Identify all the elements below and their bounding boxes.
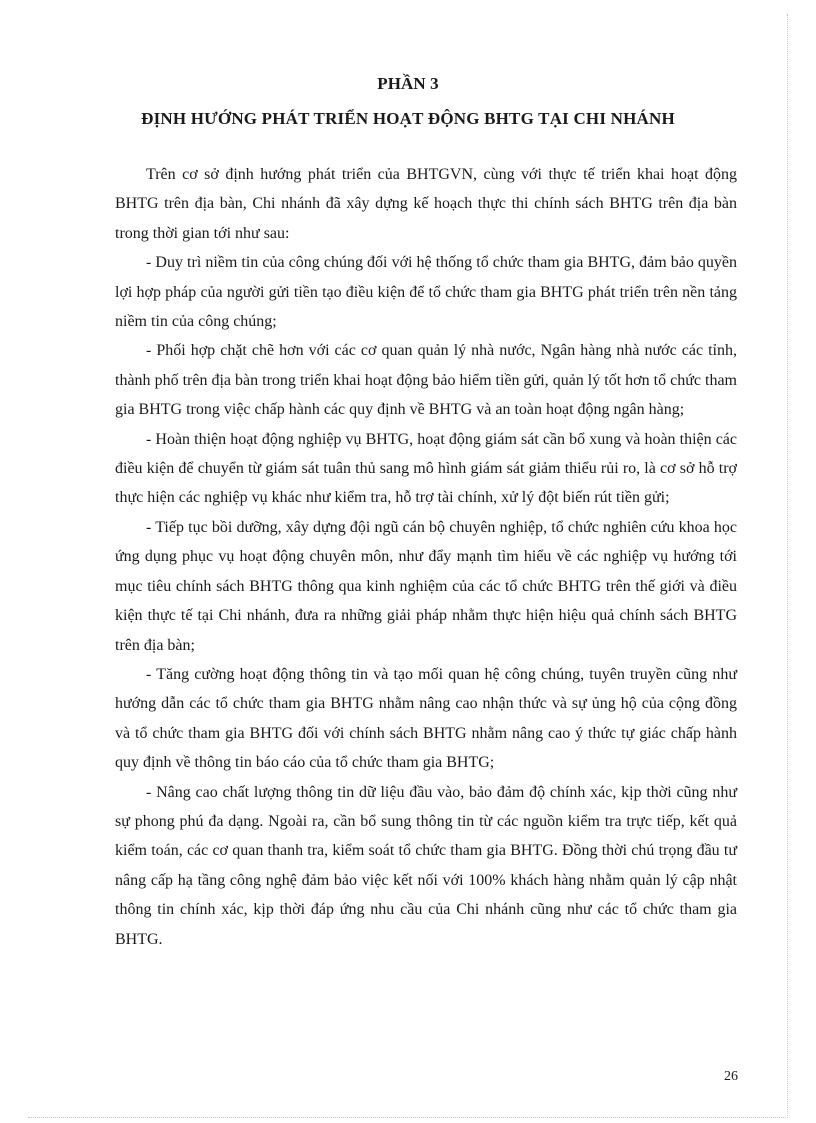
paragraph-intro: Trên cơ sở định hướng phát triển của BHTGVN, cùng với thực tế triển khai hoạt động BHTG trên địa bàn, Chi nhánh đã xây dựng kế hoạch thực thi chính sách BHTG trên địa bàn trong thời gian tới như sau: [115, 166, 737, 242]
section-title: ĐỊNH HƯỚNG PHÁT TRIỂN HOẠT ĐỘNG BHTG TẠI CHI NHÁNH [141, 109, 675, 128]
page-number: 26 [724, 1069, 738, 1084]
paragraph-bullet-5: - Tăng cường hoạt động thông tin và tạo mối quan hệ công chúng, tuyên truyền cũng như hướng dẫn các tổ chức tham gia BHTG nhằm nâng cao nhận thức và sự ủng hộ của cộng đồng và tổ chức tham gia BHTG đối với chính sách BHTG nhằm nâng cao ý thức tự giác chấp hành quy định về thông tin báo cáo của tổ chức tham gia BHTG; [115, 665, 737, 772]
paragraph-bullet-3: - Hoàn thiện hoạt động nghiệp vụ BHTG, hoạt động giám sát cần bổ xung và hoàn thiện các điều kiện để chuyển từ giám sát tuân thủ sang mô hình giám sát giảm thiểu rủi ro, là cơ sở hỗ trợ thực hiện các nghiệp vụ khác như kiểm tra, hỗ trợ tài chính, xử lý đột biến rút tiền gửi; [115, 430, 737, 507]
paragraph-bullet-6: - Nâng cao chất lượng thông tin dữ liệu đầu vào, bảo đảm độ chính xác, kịp thời cũng như sự phong phú đa dạng. Ngoài ra, cần bổ sung thông tin từ các nguồn kiểm tra trực tiếp, kết quả kiểm toán, các cơ quan thanh tra, kiểm soát tổ chức tham gia BHTG. Đồng thời chú trọng đầu tư nâng cấp hạ tầng công nghệ đảm bảo việc kết nối với 100% khách hàng nhằm quản lý cập nhật thông tin chính xác, kịp thời đáp ứng nhu cầu của Chi nhánh cũng như các tổ chức tham gia BHTG. [115, 783, 737, 948]
paragraph-bullet-4: - Tiếp tục bồi dưỡng, xây dựng đội ngũ cán bộ chuyên nghiệp, tổ chức nghiên cứu khoa học ứng dụng phục vụ hoạt động chuyên môn, như đẩy mạnh tìm hiểu về các nghiệp vụ hướng tới mục tiêu chính sách BHTG thông qua kinh nghiệm của các tổ chức BHTG trên thế giới và điều kiện thực tế tại Chi nhánh, đưa ra những giải pháp nhằm thực hiện hiệu quả chính sách BHTG trên địa bàn; [115, 518, 737, 654]
paragraph-bullet-1: - Duy trì niềm tin của công chúng đối với hệ thống tổ chức tham gia BHTG, đảm bảo quyền lợi hợp pháp của người gửi tiền tạo điều kiện để tổ chức tham gia BHTG phát triển trên nền tảng niềm tin của công chúng; [115, 254, 737, 331]
paragraph-bullet-2: - Phối hợp chặt chẽ hơn với các cơ quan quản lý nhà nước, Ngân hàng nhà nước các tỉnh, thành phố trên địa bàn trong triển khai hoạt động bảo hiểm tiền gửi, quản lý tốt hơn tổ chức tham gia BHTG trong việc chấp hành các quy định về BHTG và an toàn hoạt động ngân hàng; [115, 342, 737, 419]
body-text [115, 160, 737, 954]
part-title: PHẦN 3 [377, 74, 439, 93]
